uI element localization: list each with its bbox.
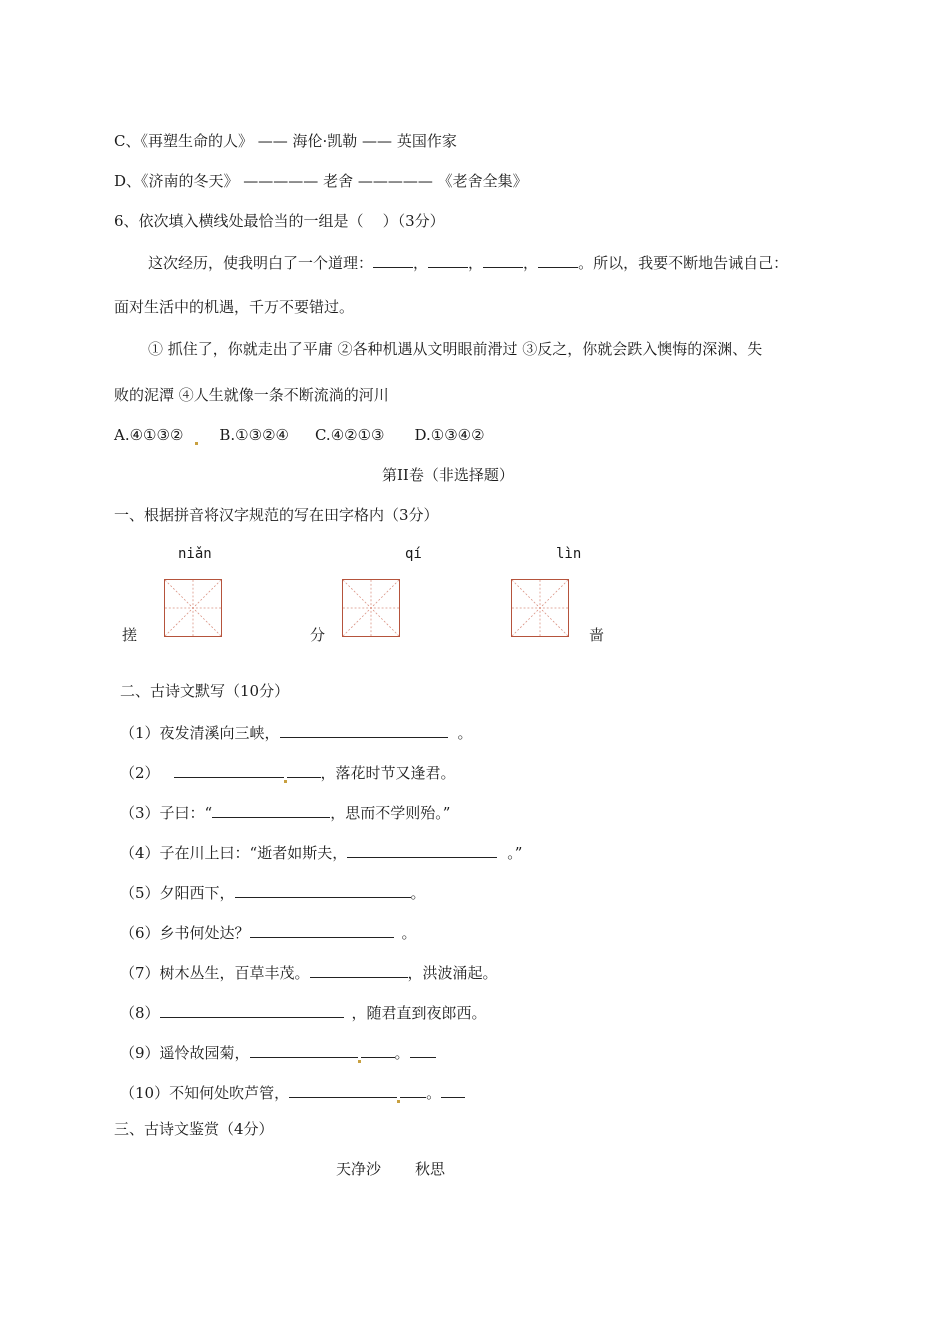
comma: ， (468, 254, 484, 272)
recite-q7 (120, 961, 498, 983)
fill-blank[interactable] (280, 721, 448, 738)
punctuation: 。 (426, 1084, 442, 1102)
poem-title (336, 1159, 445, 1179)
fill-blank[interactable] (160, 1001, 344, 1018)
fill-blank[interactable] (400, 1081, 426, 1098)
passage-text: 。所以，我要不断地告诫自己： (578, 254, 789, 272)
fill-blank[interactable] (250, 1041, 358, 1058)
recite-q8 (120, 1001, 487, 1023)
prompt-text: ，思而不学则殆。” (330, 804, 451, 822)
question-6-options (114, 425, 485, 445)
fill-blank[interactable] (373, 251, 413, 268)
question-6-passage-line-1 (148, 251, 788, 273)
punctuation: 。 (457, 724, 473, 742)
punctuation: 。 (410, 884, 426, 902)
section-1-title: 一、根据拼音将汉字规范的写在田字格内（3分） (114, 506, 439, 524)
option-d: D.①③④② (414, 426, 485, 444)
option-c: C、《再塑生命的人》 —— 海伦·凯勒 —— 英国作家 (114, 132, 457, 150)
recite-q2 (120, 761, 456, 783)
option-b: B.①③②④ (219, 426, 289, 444)
punctuation: 。” (507, 844, 523, 862)
char-before-grid-2: 分 (310, 626, 326, 644)
prompt-text: （9）遥怜故园菊， (120, 1044, 250, 1062)
fill-blank[interactable] (361, 1041, 395, 1058)
recite-q4 (120, 841, 522, 863)
tianzige-grid-3[interactable] (511, 579, 569, 637)
fill-blank[interactable] (289, 1081, 397, 1098)
dot-mark (284, 780, 287, 783)
option-c: C.④②①③ (314, 426, 385, 444)
fill-blank[interactable] (410, 1041, 436, 1058)
fill-blank[interactable] (212, 801, 330, 818)
fill-blank[interactable] (483, 251, 523, 268)
tianzige-grid-1[interactable] (164, 579, 222, 637)
prompt-text: （2） (120, 764, 160, 782)
prompt-text: （1）夜发清溪向三峡， (120, 724, 280, 742)
prompt-text: （3）子曰：“ (120, 804, 213, 822)
prompt-text: ，随君直到夜郎西。 (351, 1004, 487, 1022)
fill-blank[interactable] (174, 761, 284, 778)
pinyin-3: lìn (556, 546, 582, 562)
question-6-passage-line-2: 面对生活中的机遇，千万不要错过。 (114, 298, 355, 316)
fill-blank[interactable] (441, 1081, 465, 1098)
option-d: D、《济南的冬天》 ————— 老舍 ————— 《老舍全集》 (114, 172, 528, 190)
dot-mark (195, 442, 198, 445)
prompt-text: ，洪波涌起。 (407, 964, 498, 982)
char-before-grid-1: 搓 (122, 626, 138, 644)
fill-blank[interactable] (235, 881, 411, 898)
char-after-grid-3: 啬 (589, 626, 605, 644)
question-6-sentences-line-2: 败的泥潭 ④人生就像一条不断流淌的河川 (114, 386, 389, 404)
fill-blank[interactable] (310, 961, 408, 978)
recite-q10 (120, 1081, 465, 1103)
punctuation: 。 (401, 924, 417, 942)
section-3-title: 三、古诗文鉴赏（4分） (114, 1120, 274, 1138)
recite-q3 (120, 801, 450, 823)
prompt-text: （10）不知何处吹芦管， (120, 1084, 290, 1102)
passage-text: 这次经历，使我明白了一个道理： (148, 254, 374, 272)
dot-mark (358, 1060, 361, 1063)
recite-q1 (120, 721, 473, 743)
question-6-title: 6、依次填入横线处最恰当的一组是（ ）（3分） (114, 212, 445, 230)
punctuation: 。 (394, 1044, 410, 1062)
pinyin-2: qí (405, 546, 422, 562)
fill-blank[interactable] (347, 841, 497, 858)
fill-blank[interactable] (250, 921, 394, 938)
recite-q9 (120, 1041, 436, 1063)
prompt-text: （7）树木丛生，百草丰茂。 (120, 964, 310, 982)
question-6-sentences-line-1: ① 抓住了，你就走出了平庸 ②各种机遇从文明眼前滑过 ③反之，你就会跌入懊悔的深渊、失 (148, 340, 763, 358)
fill-blank[interactable] (538, 251, 578, 268)
tianzige-grid-2[interactable] (342, 579, 400, 637)
pinyin-1: niǎn (178, 546, 212, 562)
prompt-text: （4）子在川上曰：“逝者如斯夫， (120, 844, 348, 862)
prompt-text: （5）夕阳西下， (120, 884, 235, 902)
prompt-text: ，落花时节又逢君。 (320, 764, 456, 782)
comma: ， (413, 254, 429, 272)
dot-mark (397, 1100, 400, 1103)
poem-subtitle-text: 秋思 (415, 1160, 446, 1178)
part-2-title: 第II卷（非选择题） (382, 466, 514, 484)
recite-q6 (120, 921, 417, 943)
prompt-text: （8） (120, 1004, 160, 1022)
section-2-title: 二、古诗文默写（10分） (120, 682, 290, 700)
fill-blank[interactable] (428, 251, 468, 268)
recite-q5 (120, 881, 426, 903)
poem-title-text: 天净沙 (336, 1160, 382, 1178)
prompt-text: （6）乡书何处达？ (120, 924, 250, 942)
comma: ， (523, 254, 539, 272)
fill-blank[interactable] (287, 761, 321, 778)
option-a: A.④①③② (114, 426, 184, 444)
